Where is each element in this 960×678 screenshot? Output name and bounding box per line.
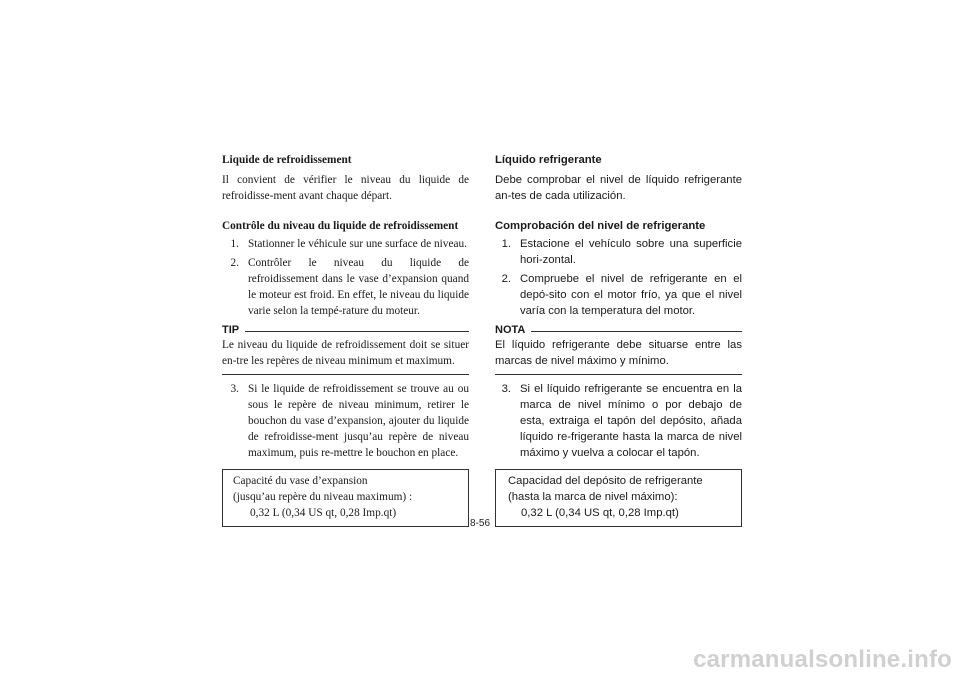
steps-list-continued (222, 381, 469, 461)
step-number: 3. (230, 383, 239, 395)
step-text: Contrôler le niveau du liquide de refroidissement dans le vase d’expansion quand le moteur est froid. En effet, le niveau du liquide varie selon la tempé-rature du moteur. (248, 257, 469, 317)
step-text: Stationner le véhicule sur une surface de niveau. (248, 238, 467, 250)
step-text: Si le liquide de refroidissement se trouve au ou sous le repère de niveau minimum, retirer le bouchon du vase d’expansion, ajouter du liquide de refroidisse-ment jusqu’au repère de niveau maximum, puis re-mettre le bouchon en place. (248, 383, 469, 459)
capacity-label: Capacité du vase d’expansion (233, 475, 368, 487)
capacity-value: 0,32 L (0,34 US qt, 0,28 Imp.qt) (521, 507, 679, 519)
steps-list (222, 236, 469, 319)
steps-list (495, 236, 742, 319)
step-number: 1. (501, 238, 511, 250)
tip-label: TIP (222, 324, 240, 336)
tip-end-rule (222, 374, 469, 375)
step-item (222, 255, 469, 319)
page-number: 8-56 (469, 518, 490, 529)
intro-paragraph: Il convient de vérifier le niveau du liquide de refroidisse-ment avant chaque départ. (222, 174, 469, 202)
section-title: Liquide de refroidissement (222, 154, 352, 166)
subsection-title: Contrôle du niveau du liquide de refroidissement (222, 220, 459, 232)
step-text: Compruebe el nivel de refrigerante en el depó-sito con el motor frío, ya que el nivel varía con la temperatura del motor. (520, 273, 742, 317)
capacity-label: Capacidad del depósito de refrigerante (508, 475, 703, 487)
french-column (222, 152, 469, 527)
step-item (495, 381, 742, 461)
step-number: 2. (230, 257, 239, 269)
capacity-box (495, 469, 742, 527)
note-text: El líquido refrigerante debe situarse entre las marcas de nivel máximo y mínimo. (495, 339, 742, 367)
capacity-value: 0,32 L (0,34 US qt, 0,28 Imp.qt) (250, 507, 397, 519)
step-item (495, 236, 742, 268)
spanish-column (495, 152, 742, 527)
step-text: Estacione el vehículo sobre una superficie hori-zontal. (520, 238, 742, 266)
note-end-rule (495, 374, 742, 375)
tip-rule (245, 331, 469, 332)
watermark: carmanualsonline.info (693, 646, 952, 673)
steps-list-continued (495, 381, 742, 461)
step-item (222, 236, 469, 252)
capacity-qualifier: (jusqu’au repère du niveau maximum) : (233, 491, 413, 503)
note-label: NOTA (495, 324, 526, 336)
step-item (222, 381, 469, 461)
intro-paragraph: Debe comprobar el nivel de líquido refrigerante an-tes de cada utilización. (495, 174, 742, 202)
note-rule (531, 331, 742, 332)
step-item (495, 271, 742, 319)
section-title: Líquido refrigerante (495, 154, 602, 166)
capacity-box (222, 469, 469, 527)
capacity-qualifier: (hasta la marca de nivel máximo): (508, 491, 678, 503)
step-number: 3. (501, 383, 511, 395)
tip-header (222, 323, 469, 337)
step-number: 2. (501, 273, 511, 285)
step-text: Si el líquido refrigerante se encuentra en la marca de nivel mínimo o por debajo de esta, extraiga el tapón del depósito, añada líquido re-frigerante hasta la marca de nivel máximo y vuelva a colocar el tapón. (520, 383, 742, 459)
note-header (495, 323, 742, 337)
step-number: 1. (230, 238, 239, 250)
subsection-title: Comprobación del nivel de refrigerante (495, 220, 706, 232)
tip-text: Le niveau du liquide de refroidissement doit se situer en-tre les repères de niveau minimum et maximum. (222, 339, 469, 367)
